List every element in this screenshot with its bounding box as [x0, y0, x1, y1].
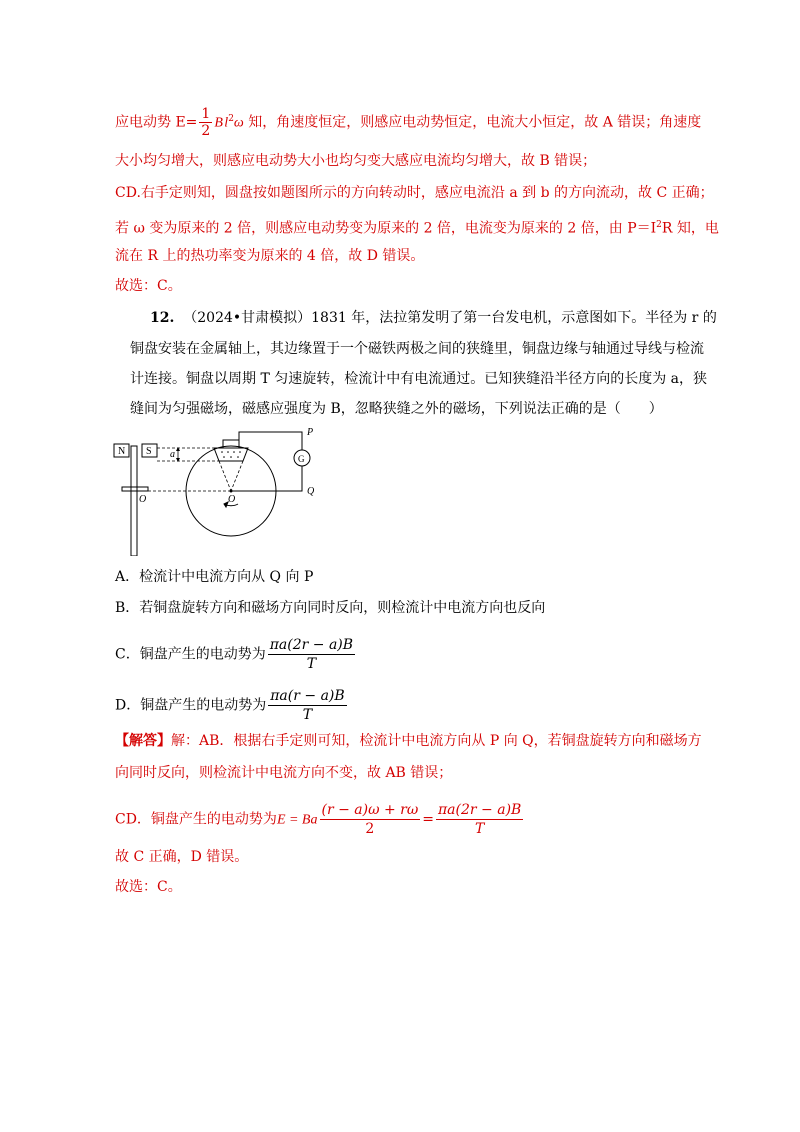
label-s: S: [146, 446, 152, 457]
option-d-fraction: [268, 687, 346, 724]
faraday-disk-figure: [112, 426, 322, 556]
answer-num-1: (r − a)ω + rω: [321, 802, 419, 818]
option-c-fraction: [268, 636, 355, 673]
option-c[interactable]: [115, 636, 357, 673]
answer-l3-text: CD．铜盘产生的电动势为: [115, 811, 277, 828]
answer-fraction-1: [320, 801, 421, 838]
prev-l1-rest: 知，角速度恒定，则感应电动势恒定，电流大小恒定，故 A 错误；角速度: [243, 114, 702, 131]
prev-line-3: CD.右手定则知，圆盘按如题图所示的方向转动时，感应电流沿 a 到 b 的方向流动，故 C 正确；: [115, 185, 714, 201]
prev-line-2: 大小均匀增大，则感应电动势大小也均匀变大感应电流均匀增大，故 B 错误；: [115, 153, 597, 169]
question-line-1: [150, 308, 717, 328]
answer-line-3: [115, 801, 525, 838]
option-c-text: C．铜盘产生的电动势为: [115, 646, 266, 663]
option-d-text: D．铜盘产生的电动势为: [115, 697, 267, 714]
question-line-3: 计连接。铜盘以周期 T 匀速旋转，检流计中有电流通过。已知狭缝沿半径方向的长度为 a，狭: [130, 371, 708, 387]
label-o-center: O: [228, 494, 236, 505]
wire-top: [239, 432, 302, 450]
label-a: a: [170, 449, 175, 460]
prev-line-4: [115, 215, 719, 239]
label-q: Q: [307, 486, 315, 497]
label-p: P: [307, 427, 314, 438]
option-b[interactable]: B．若铜盘旋转方向和磁场方向同时反向，则检流计中电流方向也反向: [115, 600, 546, 616]
half-fraction: [199, 106, 212, 139]
half-num: 1: [201, 106, 211, 122]
question-line-4: 缝间为匀强磁场，磁感应强度为 B，忽略狭缝之外的磁场，下列说法正确的是（ ）: [130, 401, 663, 417]
answer-line-2: 向同时反向，则检流计中电流方向不变，故 AB 错误；: [115, 765, 453, 781]
question-l1-text: （2024•甘肃模拟）1831 年，法拉第发明了第一台发电机，示意图如下。半径为 r 的: [183, 310, 717, 326]
question-line-2: 铜盘安装在金属轴上，其边缘置于一个磁铁两极之间的狭缝里，铜盘边缘与轴通过导线与检流: [130, 341, 704, 357]
prev-l1-text: 应电动势 E=: [115, 114, 198, 131]
question-number: 12.: [150, 310, 175, 326]
answer-tag: 【解答】: [115, 733, 171, 749]
prev-line-1: [115, 106, 701, 139]
answer-line-5: 故选：C。: [115, 879, 182, 895]
dashed-sector-left: [219, 461, 231, 491]
label-n: N: [118, 446, 126, 457]
option-c-num: πa(2r − a)B: [269, 637, 354, 653]
option-a[interactable]: A．检流计中电流方向从 Q 向 P: [115, 569, 314, 585]
answer-den-2: T: [474, 821, 485, 837]
answer-line-1: [115, 731, 702, 751]
prev-l4-sup: 2: [656, 220, 662, 230]
answer-equals: =: [422, 811, 434, 828]
option-d[interactable]: [115, 687, 349, 724]
wire-bottom: [276, 466, 302, 491]
expr-sup: 2: [228, 113, 234, 124]
option-d-num: πa(r − a)B: [270, 688, 345, 704]
answer-line-4: 故 C 正确，D 错误。: [115, 849, 249, 865]
answer-lhs: E = Ba: [276, 812, 318, 828]
slit-region: [214, 448, 248, 461]
option-c-den: T: [306, 656, 317, 672]
prev-line-6: 故选：C。: [115, 278, 182, 294]
expr-omega: ω: [233, 115, 244, 131]
answer-num-2: πa(2r − a)B: [437, 802, 522, 818]
label-o-axle: O: [139, 494, 147, 505]
half-den: 2: [201, 123, 211, 139]
expr-B: B: [214, 115, 223, 131]
answer-l1-text: 解：AB．根据右手定则可知，检流计中电流方向从 P 向 Q，若铜盘旋转方向和磁场方: [171, 733, 702, 749]
dashed-sector-right: [231, 461, 243, 491]
axle: [131, 446, 137, 556]
answer-fraction-2: [436, 801, 523, 838]
prev-l4-b: R 知，电: [661, 220, 719, 237]
prev-l4-a: 若 ω 变为原来的 2 倍，则感应电动势变为原来的 2 倍，电流变为原来的 2 倍，由 P＝I: [115, 220, 657, 237]
expr-l: l: [224, 115, 229, 131]
prev-line-5: 流在 R 上的热功率变为原来的 4 倍，故 D 错误。: [115, 248, 425, 264]
option-d-den: T: [302, 707, 313, 723]
axle-crossbar: [122, 487, 148, 491]
answer-den-1: 2: [365, 821, 375, 837]
label-g: G: [298, 454, 305, 464]
